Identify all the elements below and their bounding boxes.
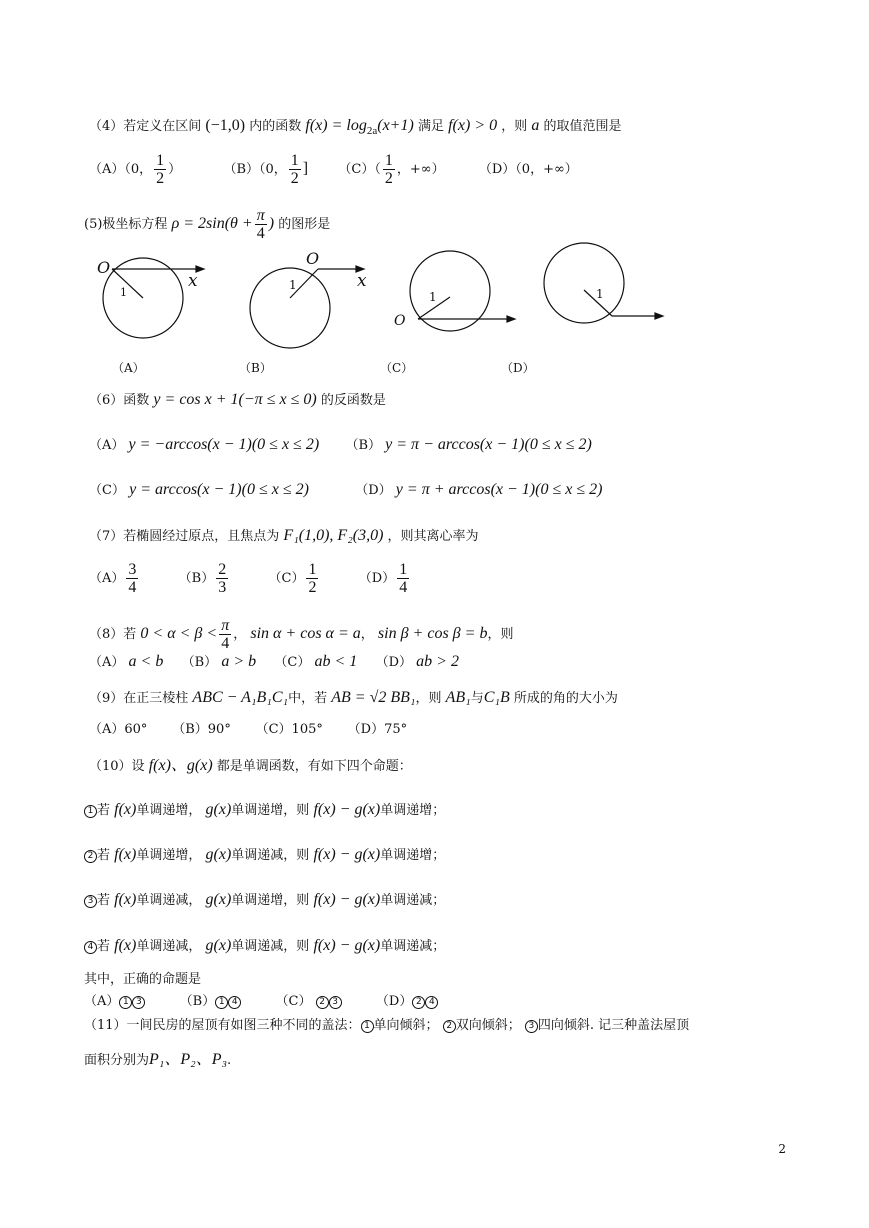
q7-text-b: ，则其离心率为 <box>387 529 479 544</box>
circled-number-icon: 2 <box>412 996 425 1009</box>
q9-text-d: 与 <box>470 691 484 706</box>
prop-text: 若 <box>97 803 111 818</box>
q6-text-b: 的反函数是 <box>320 393 386 408</box>
frac-num: 1 <box>384 152 393 169</box>
frac-den: 3 <box>218 579 227 596</box>
prop-text: 单调递增； <box>380 848 446 863</box>
q9-text-a: （9）在正三棱柱 <box>89 691 189 706</box>
q4-opt-b: （B）（0， <box>223 162 287 177</box>
q11-text-b: 面积分别为 <box>84 1053 150 1068</box>
q10-prop-2 <box>84 845 445 866</box>
prop-text: 单调递减； <box>380 939 446 954</box>
circled-number-icon: 3 <box>84 895 97 908</box>
q11-vars: P₁、P₂、P₃ <box>149 1051 228 1068</box>
q10-stem <box>89 756 412 777</box>
prop-g: g(x) <box>205 846 232 863</box>
prop-text: 单调递增， <box>136 848 202 863</box>
q4-var: a <box>531 117 540 134</box>
circled-number-icon: 1 <box>84 805 97 818</box>
prop-text: 单调递减，则 <box>231 939 310 954</box>
fig-c-label: （C） <box>380 361 414 375</box>
frac-den: 2 <box>290 170 299 187</box>
frac-den: 4 <box>221 635 230 652</box>
circled-number-icon: 2 <box>443 1020 456 1033</box>
prop-f: f(x) <box>114 801 137 818</box>
frac-den: 2 <box>156 170 165 187</box>
q10-opt-a: （A） <box>84 994 120 1009</box>
prop-text: 单调递减； <box>380 893 446 908</box>
circled-number-icon: 4 <box>228 996 241 1009</box>
q4-opt-d: （D）（0，+∞） <box>478 162 578 177</box>
q9-options: （A）60° （B）90° （C）105° （D）75° <box>89 722 408 737</box>
fig-c-r: 1 <box>429 290 437 304</box>
fig-d-arrow <box>655 313 663 319</box>
q6-opt-c: y = arccos(x − 1)(0 ≤ x ≤ 2) <box>129 481 309 498</box>
q8-eq1: sin α + cos α = a <box>250 625 361 642</box>
frac-den: 4 <box>256 225 265 242</box>
prop-text: 若 <box>97 893 111 908</box>
fig-b-label: （B） <box>239 361 272 375</box>
q11-stem <box>84 1016 689 1036</box>
q7-text-a: （7）若椭圆经过原点，且焦点为 <box>89 529 280 544</box>
prop-text: 单调递减，则 <box>231 848 310 863</box>
q11-method-2: 双向倾斜； <box>455 1018 521 1033</box>
q6-row1 <box>89 435 592 456</box>
q8-stem <box>89 617 513 652</box>
q10-text-a: （10）设 <box>89 759 145 774</box>
circled-number-icon: 1 <box>215 996 228 1009</box>
circled-number-icon: 4 <box>425 996 438 1009</box>
q8-sep: ， <box>233 627 247 642</box>
q7-opt-c-frac <box>306 561 318 596</box>
q9-eq: AB = √2 BB₁ <box>331 689 416 706</box>
q6-opt-c-label: （C） <box>89 483 125 498</box>
q6-opt-d: y = π + arccos(x − 1)(0 ≤ x ≤ 2) <box>395 481 603 498</box>
frac-den: 2 <box>384 170 393 187</box>
prop-diff: f(x) − g(x) <box>313 937 381 954</box>
q11-stem-2 <box>84 1050 231 1071</box>
q11-text-a: （11）一间民房的屋顶有如图三种不同的盖法： <box>84 1018 361 1033</box>
q8-opt-b-label: （B） <box>181 655 218 670</box>
fig-d-circle <box>544 243 624 323</box>
q4-opt-c: （C）（ <box>338 162 381 177</box>
circled-number-icon: 3 <box>329 996 342 1009</box>
frac-num: 1 <box>156 152 165 169</box>
q7-opt-c-label: （C） <box>268 571 305 586</box>
q5-eq-b: ) <box>268 215 275 232</box>
prop-text: 单调递增，则 <box>231 893 310 908</box>
q4-opt-b-end: ] <box>302 160 309 177</box>
q9-stem <box>89 688 618 709</box>
q7-opt-d-frac <box>397 561 409 596</box>
circled-number-icon: 1 <box>119 996 132 1009</box>
circled-number-icon: 4 <box>84 941 97 954</box>
q8-frac <box>219 617 231 652</box>
q10-correct-stem: 其中，正确的命题是 <box>84 972 202 987</box>
q10-prop-1 <box>84 800 445 821</box>
prop-text: 单调递增； <box>380 803 446 818</box>
q8-opt-a: a < b <box>128 653 164 670</box>
q7-opt-a-label: （A） <box>89 571 125 586</box>
prop-f: f(x) <box>114 891 137 908</box>
q6-opt-b-label: （B） <box>345 438 382 453</box>
q8-eq2: sin β + cos β = b <box>377 625 488 642</box>
q9-line1: AB₁ <box>445 689 471 706</box>
q7-foci: F₁(1,0), F₂(3,0) <box>283 527 384 544</box>
prop-text: 单调递减， <box>136 893 202 908</box>
q6-opt-d-label: （D） <box>355 483 392 498</box>
q9-text-e: 所成的角的大小为 <box>513 691 618 706</box>
frac-num: 1 <box>290 152 299 169</box>
prop-f: f(x) <box>114 937 137 954</box>
q5-eq-a: ρ = 2sin(θ + <box>171 215 253 232</box>
fig-b-r: 1 <box>289 278 297 292</box>
q10-options <box>84 992 438 1012</box>
q10-text-b: 都是单调函数，有如下四个命题： <box>216 759 412 774</box>
fig-d-r: 1 <box>596 287 604 301</box>
fig-c-origin: O <box>394 313 406 329</box>
q4-interval: (−1,0) <box>205 117 246 134</box>
q11-end: . <box>227 1053 232 1068</box>
q6-stem <box>89 390 386 411</box>
q10-opt-b: （B） <box>179 994 216 1009</box>
q7-stem <box>89 526 479 547</box>
q4-log-base: 2a <box>366 125 378 137</box>
q10-opt-d: （D） <box>375 994 413 1009</box>
fig-a-x: x <box>188 271 198 291</box>
page-number: 2 <box>778 1142 786 1156</box>
q4-condition: f(x) > 0 <box>448 117 498 134</box>
q8-opt-b: a > b <box>221 653 257 670</box>
q7-opt-a-frac <box>126 561 138 596</box>
prop-f: f(x) <box>114 846 137 863</box>
q4-text-d: ，则 <box>501 119 528 134</box>
frac-num: 3 <box>128 561 137 578</box>
frac-den: 4 <box>128 579 137 596</box>
fig-b-x: x <box>357 271 367 291</box>
circled-number-icon: 1 <box>361 1020 374 1033</box>
q8-text-b: ，则 <box>487 627 514 642</box>
frac-den: 2 <box>308 579 317 596</box>
frac-num: π <box>221 617 230 634</box>
q4-opt-a-end: ） <box>168 162 182 177</box>
prop-text: 若 <box>97 939 111 954</box>
q4-text-e: 的取值范围是 <box>543 119 622 134</box>
fig-a-origin: O <box>97 258 111 277</box>
q6-text-a: （6）函数 <box>89 393 150 408</box>
q8-text-a: （8）若 <box>89 627 137 642</box>
prop-g: g(x) <box>205 937 232 954</box>
q9-text-b: 中，若 <box>288 691 328 706</box>
q9-prism: ABC − A₁B₁C₁ <box>192 689 289 706</box>
prop-text: 若 <box>97 848 111 863</box>
q4-func-arg: (x+1) <box>377 117 414 134</box>
q7-opt-d-label: （D） <box>358 571 396 586</box>
circled-number-icon: 2 <box>316 996 329 1009</box>
fig-b-origin: O <box>306 249 320 268</box>
prop-diff: f(x) − g(x) <box>313 891 381 908</box>
frac-num: 1 <box>399 561 408 578</box>
q4-opt-c-end: ，+∞） <box>396 162 445 177</box>
frac-den: 4 <box>399 579 408 596</box>
fig-a-r: 1 <box>120 286 127 299</box>
q8-opt-a-label: （A） <box>89 655 125 670</box>
q4-text-a: （4）若定义在区间 <box>89 119 202 134</box>
q6-row2 <box>89 480 602 501</box>
q8-opt-d: ab > 2 <box>416 653 459 670</box>
q7-opt-b-frac <box>216 561 228 596</box>
frac-num: π <box>256 207 265 224</box>
circled-number-icon: 3 <box>132 996 145 1009</box>
q10-prop-3 <box>84 890 445 911</box>
q9-line2: C₁B <box>483 689 510 706</box>
prop-text: 单调递增，则 <box>231 803 310 818</box>
circled-number-icon: 3 <box>525 1020 538 1033</box>
fig-a-radius <box>112 269 143 298</box>
q9-text-c: ，则 <box>415 691 442 706</box>
q4-text-b: 内的函数 <box>249 119 302 134</box>
q8-ineq: 0 < α < β < <box>140 625 218 642</box>
fig-c-arrow <box>507 316 515 322</box>
circled-number-icon: 2 <box>84 850 97 863</box>
q4-func: f(x) = log <box>305 117 367 134</box>
q8-sep2: ， <box>360 627 374 642</box>
fig-d-label: （D） <box>501 361 535 375</box>
prop-text: 单调递减， <box>136 939 202 954</box>
prop-diff: f(x) − g(x) <box>313 801 381 818</box>
q11-method-1: 单向倾斜； <box>373 1018 439 1033</box>
prop-diff: f(x) − g(x) <box>313 846 381 863</box>
q5-text-b: 的图形是 <box>278 217 331 232</box>
q8-opt-d-label: （D） <box>375 655 412 670</box>
q6-opt-a-label: （A） <box>89 438 125 453</box>
q11-method-3: 四向倾斜. 记三种盖法屋顶 <box>537 1018 690 1033</box>
q4-opt-a: （A）（0， <box>89 162 153 177</box>
frac-num: 1 <box>308 561 317 578</box>
q10-opt-c: （C） <box>275 994 312 1009</box>
prop-text: 单调递增， <box>136 803 202 818</box>
prop-g: g(x) <box>205 891 232 908</box>
frac-num: 2 <box>218 561 227 578</box>
prop-g: g(x) <box>205 801 232 818</box>
q8-options <box>89 652 459 673</box>
fig-a-label: （A） <box>112 361 145 375</box>
q6-opt-a: y = −arccos(x − 1)(0 ≤ x ≤ 2) <box>128 436 320 453</box>
q7-options <box>89 561 411 596</box>
q6-eq: y = cos x + 1(−π ≤ x ≤ 0) <box>153 391 317 408</box>
q5-text-a: (5)极坐标方程 <box>84 217 168 232</box>
q10-funcs: f(x)、g(x) <box>148 757 213 774</box>
q10-prop-4 <box>84 936 445 957</box>
q7-opt-b-label: （B） <box>178 571 215 586</box>
q8-opt-c-label: （C） <box>274 655 311 670</box>
q6-opt-b: y = π − arccos(x − 1)(0 ≤ x ≤ 2) <box>385 436 592 453</box>
q4-text-c: 满足 <box>417 119 444 134</box>
q8-opt-c: ab < 1 <box>314 653 358 670</box>
